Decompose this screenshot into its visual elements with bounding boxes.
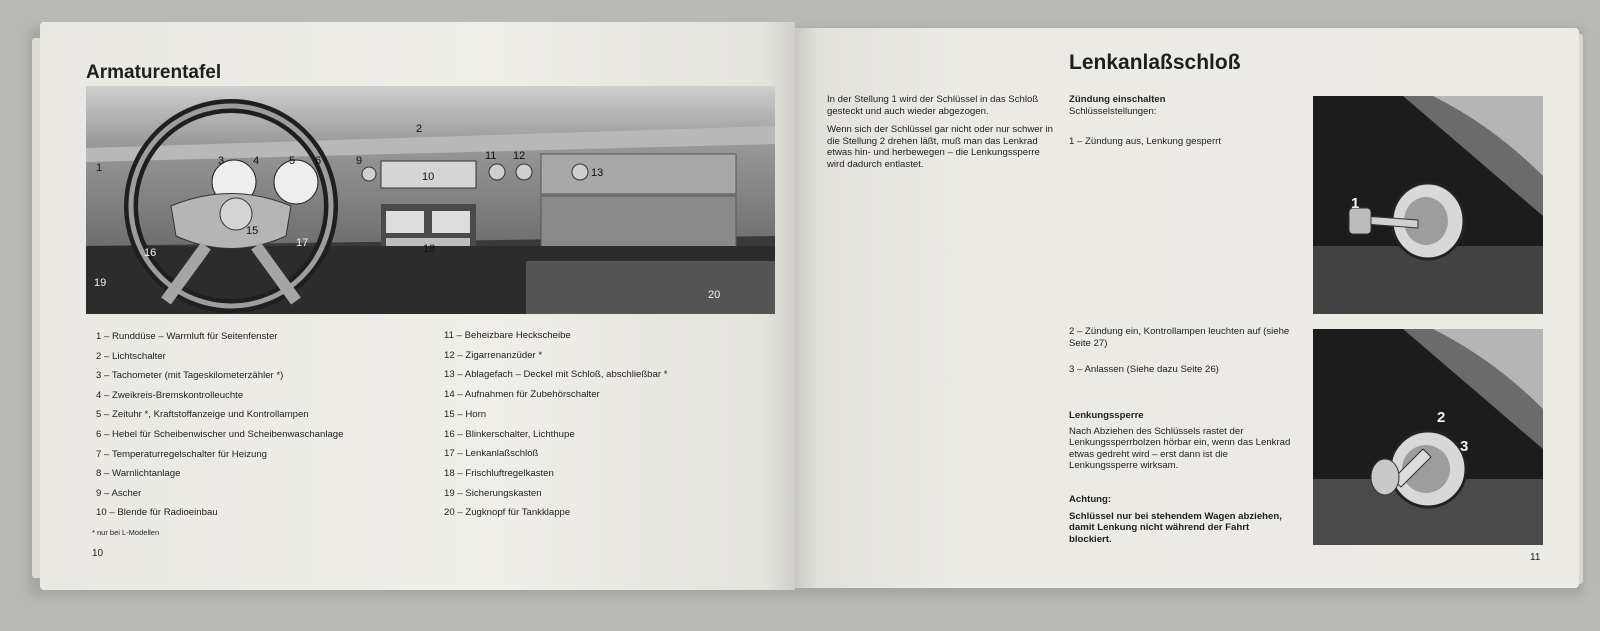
steering-lock-section <box>1069 410 1294 472</box>
page-number-right: 11 <box>1530 552 1541 563</box>
list-item: 8 – Warnlichtanlage <box>96 468 181 480</box>
attention-heading: Achtung: <box>1069 494 1112 505</box>
left-page-title: Armaturentafel <box>86 62 222 83</box>
photo-label-12: 12 <box>513 150 526 162</box>
footnote: * nur bei L-Modellen <box>92 528 160 537</box>
photo-label-17: 17 <box>296 237 309 249</box>
list-item: 4 – Zweikreis-Bremskontrolleuchte <box>96 389 244 401</box>
key-position-label-2: 2 <box>1437 409 1446 426</box>
photo-label-6: 6 <box>315 155 322 167</box>
photo-label-1: 1 <box>96 162 103 174</box>
photo-label-9: 9 <box>356 155 363 167</box>
key-step-2: 2 – Zündung ein, Kontrollampen leuchten auf (siehe Seite 27) <box>1069 326 1290 349</box>
legend-list-11-20 <box>444 326 667 523</box>
list-item: 9 – Ascher <box>96 487 142 499</box>
list-item: 14 – Aufnahmen für Zubehörschalter <box>444 389 600 401</box>
list-item: 12 – Zigarrenanzüder * <box>444 349 543 361</box>
photo-label-18: 18 <box>423 243 436 255</box>
list-item: 16 – Blinkerschalter, Lichthupe <box>444 428 575 440</box>
ignition-heading: Zündung einschalten <box>1069 94 1166 105</box>
photo-label-16: 16 <box>144 247 157 259</box>
intro-text <box>827 94 1057 178</box>
list-item: 20 – Zugknopf für Tankklappe <box>444 507 571 519</box>
photo-label-4: 4 <box>253 155 260 167</box>
list-item: 15 – Horn <box>444 408 487 420</box>
photo-label-3: 3 <box>218 155 225 167</box>
list-item: 17 – Lenkanlaßschloß <box>444 448 539 460</box>
ignition-key-photo-positions-2-3 <box>1313 329 1543 545</box>
photo-label-19: 19 <box>94 277 107 289</box>
list-item: 11 – Beheizbare Heckscheibe <box>444 330 571 341</box>
steering-lock-text: Nach Abziehen des Schlüssels rastet der Lenkungssperrbolzen hörbar ein, wenn das Lenkrad etwas gedreht wird – erst dann ist die Lenkungssperre wirksam. <box>1069 425 1291 472</box>
list-item: 13 – Ablagefach – Deckel mit Schloß, abschließbar * <box>444 369 668 381</box>
ignition-section <box>1069 94 1294 117</box>
right-page-title: Lenkanlaßschloß <box>1069 51 1241 74</box>
photo-label-11: 11 <box>485 150 497 162</box>
list-item: 3 – Tachometer (mit Tageskilometerzähler *) <box>96 370 284 382</box>
list-item: 10 – Blende für Radioeinbau <box>96 507 218 519</box>
photo-label-2: 2 <box>416 123 423 135</box>
attention-section <box>1069 494 1294 545</box>
photo-label-10: 10 <box>422 171 435 183</box>
key-position-label-1: 1 <box>1351 195 1360 212</box>
list-item: 6 – Hebel für Scheibenwischer und Scheibenwaschanlage <box>96 428 344 440</box>
ignition-key-photo-position-1 <box>1313 96 1543 314</box>
key-position-label-3: 3 <box>1460 438 1469 455</box>
legend-list-1-10 <box>96 327 343 523</box>
key-step-1: 1 – Zündung aus, Lenkung gesperrt <box>1069 136 1222 147</box>
list-item: 18 – Frischluftregelkasten <box>444 467 554 479</box>
photo-label-13: 13 <box>591 167 604 179</box>
intro-paragraph-2: Wenn sich der Schlüssel gar nicht oder nur schwer in die Stellung 2 drehen läßt, muß man das Lenkrad etwas hin- und herbewegen – die Lenkungssperre wird dadurch entlastet. <box>827 124 1053 170</box>
photo-label-5: 5 <box>289 155 296 167</box>
list-item: 19 – Sicherungskasten <box>444 487 542 499</box>
key-step-3: 3 – Anlassen (Siehe dazu Seite 26) <box>1069 364 1219 375</box>
intro-paragraph-1: In der Stellung 1 wird der Schlüssel in das Schloß gesteckt und auch wieder abgezogen. <box>827 94 1039 117</box>
page-number-left: 10 <box>92 548 104 559</box>
key-positions-label: Schlüsselstellungen: <box>1069 105 1157 117</box>
list-item: 2 – Lichtschalter <box>96 350 166 362</box>
steering-lock-heading: Lenkungssperre <box>1069 410 1144 421</box>
attention-text: Schlüssel nur bei stehendem Wagen abziehen, damit Lenkung nicht während der Fahrt blockiert. <box>1069 510 1282 545</box>
list-item: 1 – Runddüse – Warmluft für Seitenfenster <box>96 331 278 342</box>
photo-label-15: 15 <box>246 225 259 237</box>
photo-label-20: 20 <box>708 289 721 301</box>
list-item: 5 – Zeituhr *, Kraftstoffanzeige und Kontrollampen <box>96 409 309 421</box>
list-item: 7 – Temperaturregelschalter für Heizung <box>96 448 268 460</box>
dashboard-photo <box>86 86 775 314</box>
